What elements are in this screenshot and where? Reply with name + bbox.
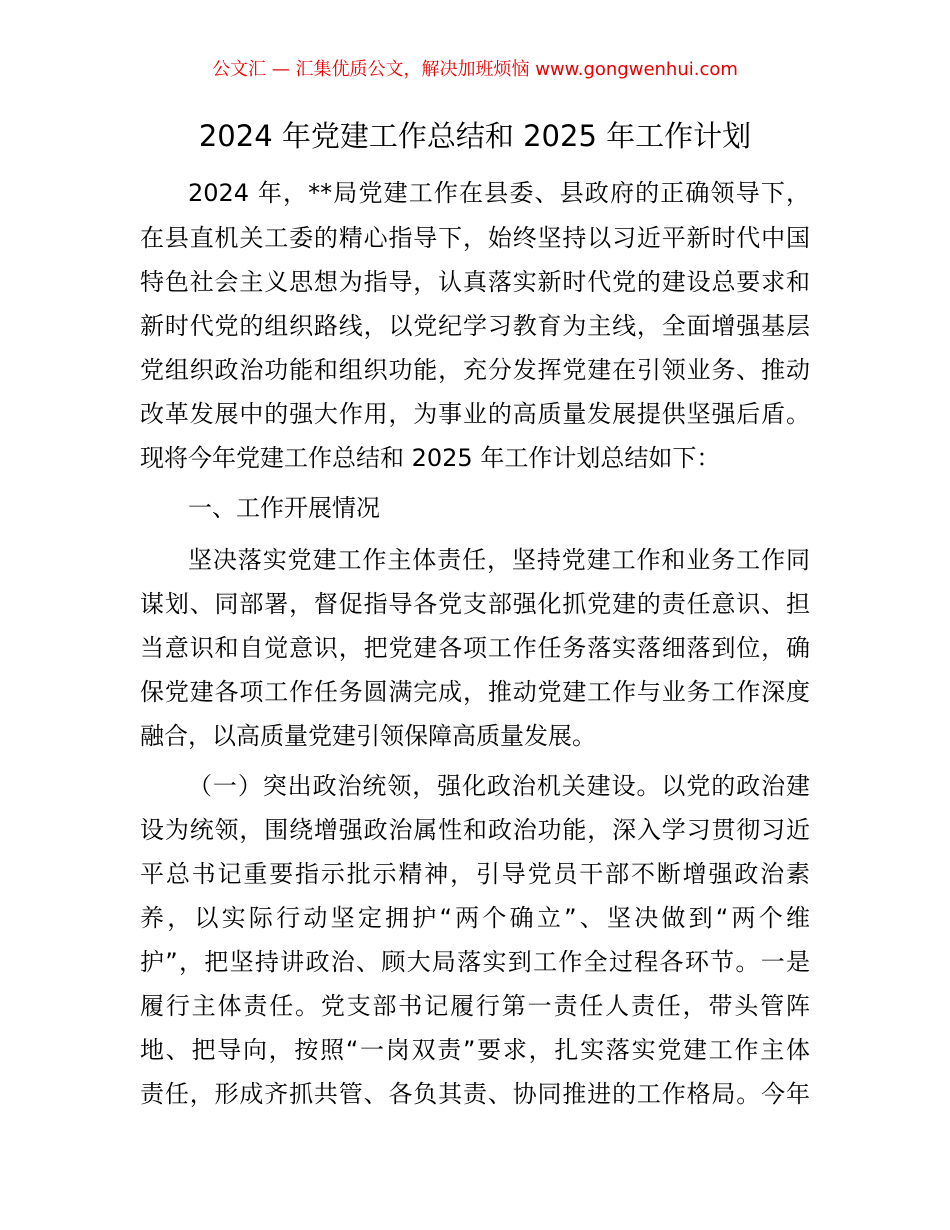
intro-line: 现将今年党建工作总结和 2025 年工作计划总结如下： — [140, 444, 721, 472]
intro-line: 党组织政治功能和组织功能，充分发挥党建在引领业务、推动 — [140, 356, 810, 384]
subsection-line: 地、把导向，按照“一岗双责”要求，扎实落实党建工作主体 — [140, 1036, 810, 1064]
intro-line: 2024 年，**局党建工作在县委、县政府的正确领导下， — [188, 179, 810, 207]
intro-line: 特色社会主义思想为指导，认真落实新时代党的建设总要求和 — [140, 268, 810, 296]
intro-line: 在县直机关工委的精心指导下，始终坚持以习近平新时代中国 — [140, 224, 810, 252]
subsection-line: 履行主体责任。党支部书记履行第一责任人责任，带头管阵 — [140, 992, 810, 1020]
section-line: 融合，以高质量党建引领保障高质量发展。 — [140, 722, 596, 750]
subsection-line: 养，以实际行动坚定拥护“两个确立”、坚决做到“两个维 — [140, 904, 810, 932]
section-heading: 一、工作开展情况 — [188, 494, 380, 522]
subsection-line: （一）突出政治统领，强化政治机关建设。以党的政治建 — [188, 772, 810, 800]
document-title: 2024 年党建工作总结和 2025 年工作计划 — [198, 119, 752, 153]
site-banner: 公文汇 — 汇集优质公文，解决加班烦恼 www.gongwenhui.com — [212, 59, 738, 80]
subsection-line: 护”，把坚持讲政治、顾大局落实到工作全过程各环节。一是 — [140, 948, 810, 976]
subsection-line: 平总书记重要指示批示精神，引导党员干部不断增强政治素 — [140, 860, 810, 888]
section-line: 保党建各项工作任务圆满完成，推动党建工作与业务工作深度 — [140, 678, 810, 706]
subsection-line: 设为统领，围绕增强政治属性和政治功能，深入学习贯彻习近 — [140, 816, 810, 844]
section-line: 当意识和自觉意识，把党建各项工作任务落实落细落到位，确 — [140, 634, 810, 662]
intro-line: 改革发展中的强大作用，为事业的高质量发展提供坚强后盾。 — [140, 400, 810, 428]
subsection-line: 责任，形成齐抓共管、各负其责、协同推进的工作格局。今年 — [140, 1080, 810, 1108]
section-line: 坚决落实党建工作主体责任，坚持党建工作和业务工作同 — [188, 546, 810, 574]
intro-line: 新时代党的组织路线，以党纪学习教育为主线，全面增强基层 — [140, 312, 810, 340]
section-line: 谋划、同部署，督促指导各党支部强化抓党建的责任意识、担 — [140, 590, 810, 618]
